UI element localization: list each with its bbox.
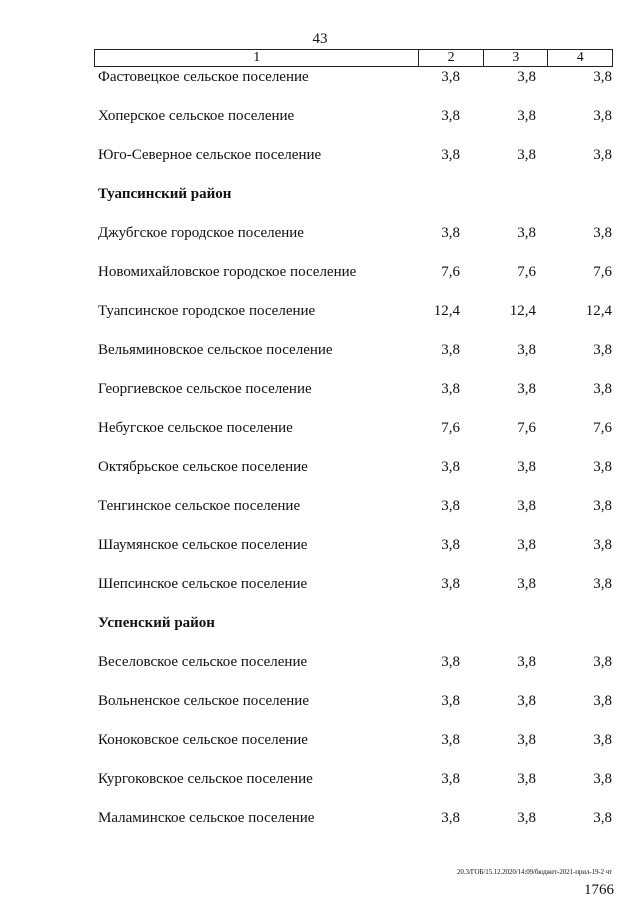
value-col-2: 3,8 xyxy=(441,654,460,670)
value-col-3: 3,8 xyxy=(517,342,536,358)
table-row xyxy=(0,262,640,301)
value-col-3: 3,8 xyxy=(517,576,536,592)
settlement-name: Тенгинское сельское поселение xyxy=(98,498,301,514)
value-col-4: 3,8 xyxy=(593,693,612,709)
settlement-name: Веселовское сельское поселение xyxy=(98,654,308,670)
value-col-3: 3,8 xyxy=(517,69,536,85)
value-col-3: 3,8 xyxy=(517,732,536,748)
header-col-1: 1 xyxy=(95,50,419,67)
settlement-name: Маламинское сельское поселение xyxy=(98,810,315,826)
value-col-2: 3,8 xyxy=(441,537,460,553)
table-row xyxy=(0,457,640,496)
settlement-name: Туапсинское городское поселение xyxy=(98,303,316,319)
table-row xyxy=(0,301,640,340)
value-col-2: 7,6 xyxy=(441,420,460,436)
value-col-2: 3,8 xyxy=(441,771,460,787)
value-col-3: 3,8 xyxy=(517,771,536,787)
table-row xyxy=(0,691,640,730)
value-col-3: 7,6 xyxy=(517,420,536,436)
value-col-4: 3,8 xyxy=(593,108,612,124)
settlement-name: Октябрьское сельское поселение xyxy=(98,459,308,475)
value-col-4: 7,6 xyxy=(593,420,612,436)
table-header xyxy=(94,49,613,67)
settlement-name: Небугское сельское поселение xyxy=(98,420,293,436)
settlement-name: Георгиевское сельское поселение xyxy=(98,381,312,397)
value-col-2: 3,8 xyxy=(441,576,460,592)
value-col-4: 3,8 xyxy=(593,498,612,514)
table-row xyxy=(0,730,640,769)
settlement-name: Фастовецкое сельское поселение xyxy=(98,69,309,85)
value-col-4: 3,8 xyxy=(593,576,612,592)
value-col-4: 3,8 xyxy=(593,342,612,358)
table-row xyxy=(0,223,640,262)
value-col-3: 7,6 xyxy=(517,264,536,280)
section-heading xyxy=(0,184,640,223)
value-col-3: 3,8 xyxy=(517,537,536,553)
value-col-4: 3,8 xyxy=(593,654,612,670)
value-col-4: 3,8 xyxy=(593,381,612,397)
table-row xyxy=(0,535,640,574)
value-col-2: 3,8 xyxy=(441,69,460,85)
value-col-2: 7,6 xyxy=(441,264,460,280)
settlement-name: Юго-Северное сельское поселение xyxy=(98,147,322,163)
district-name: Туапсинский район xyxy=(98,186,232,202)
value-col-3: 3,8 xyxy=(517,225,536,241)
value-col-2: 12,4 xyxy=(433,303,460,319)
value-col-2: 3,8 xyxy=(441,108,460,124)
table-row xyxy=(0,574,640,613)
page-number: 43 xyxy=(312,31,328,47)
document-code: 20.3/ГОБ/15.12.2020/14:09/бюджет-2021-прил-19-2 чт xyxy=(457,868,612,876)
settlement-name: Кургоковское сельское поселение xyxy=(98,771,313,787)
value-col-3: 3,8 xyxy=(517,654,536,670)
settlement-name: Коноковское сельское поселение xyxy=(98,732,308,748)
settlement-name: Хоперское сельское поселение xyxy=(98,108,295,124)
settlement-name: Вольненское сельское поселение xyxy=(98,693,309,709)
value-col-3: 3,8 xyxy=(517,498,536,514)
value-col-2: 3,8 xyxy=(441,147,460,163)
value-col-3: 3,8 xyxy=(517,459,536,475)
value-col-4: 3,8 xyxy=(593,810,612,826)
sheet-number: 1766 xyxy=(584,882,614,898)
section-heading xyxy=(0,613,640,652)
settlement-name: Джубгское городское поселение xyxy=(98,225,304,241)
table-row xyxy=(0,418,640,457)
header-col-3: 3 xyxy=(483,50,548,67)
value-col-4: 3,8 xyxy=(593,537,612,553)
value-col-3: 12,4 xyxy=(509,303,536,319)
table-row xyxy=(0,496,640,535)
value-col-3: 3,8 xyxy=(517,147,536,163)
table-row xyxy=(0,340,640,379)
value-col-4: 3,8 xyxy=(593,225,612,241)
value-col-2: 3,8 xyxy=(441,810,460,826)
value-col-4: 3,8 xyxy=(593,147,612,163)
table-body xyxy=(0,67,640,847)
value-col-2: 3,8 xyxy=(441,732,460,748)
value-col-4: 3,8 xyxy=(593,732,612,748)
table-row xyxy=(0,652,640,691)
header-col-2: 2 xyxy=(419,50,484,67)
settlement-name: Вельяминовское сельское поселение xyxy=(98,342,333,358)
table-row xyxy=(0,808,640,847)
value-col-4: 3,8 xyxy=(593,69,612,85)
value-col-4: 3,8 xyxy=(593,771,612,787)
table-row xyxy=(0,145,640,184)
value-col-2: 3,8 xyxy=(441,459,460,475)
value-col-3: 3,8 xyxy=(517,693,536,709)
settlement-name: Шепсинское сельское поселение xyxy=(98,576,308,592)
table-row xyxy=(0,67,640,106)
value-col-2: 3,8 xyxy=(441,693,460,709)
table-row xyxy=(0,379,640,418)
table-row xyxy=(0,769,640,808)
value-col-4: 3,8 xyxy=(593,459,612,475)
value-col-2: 3,8 xyxy=(441,381,460,397)
value-col-3: 3,8 xyxy=(517,810,536,826)
value-col-2: 3,8 xyxy=(441,498,460,514)
table-row xyxy=(0,106,640,145)
value-col-4: 12,4 xyxy=(585,303,612,319)
header-col-4: 4 xyxy=(548,50,613,67)
settlement-name: Новомихайловское городское поселение xyxy=(98,264,357,280)
value-col-3: 3,8 xyxy=(517,381,536,397)
value-col-2: 3,8 xyxy=(441,342,460,358)
value-col-2: 3,8 xyxy=(441,225,460,241)
value-col-4: 7,6 xyxy=(593,264,612,280)
district-name: Успенский район xyxy=(98,615,215,631)
value-col-3: 3,8 xyxy=(517,108,536,124)
settlement-name: Шаумянское сельское поселение xyxy=(98,537,308,553)
